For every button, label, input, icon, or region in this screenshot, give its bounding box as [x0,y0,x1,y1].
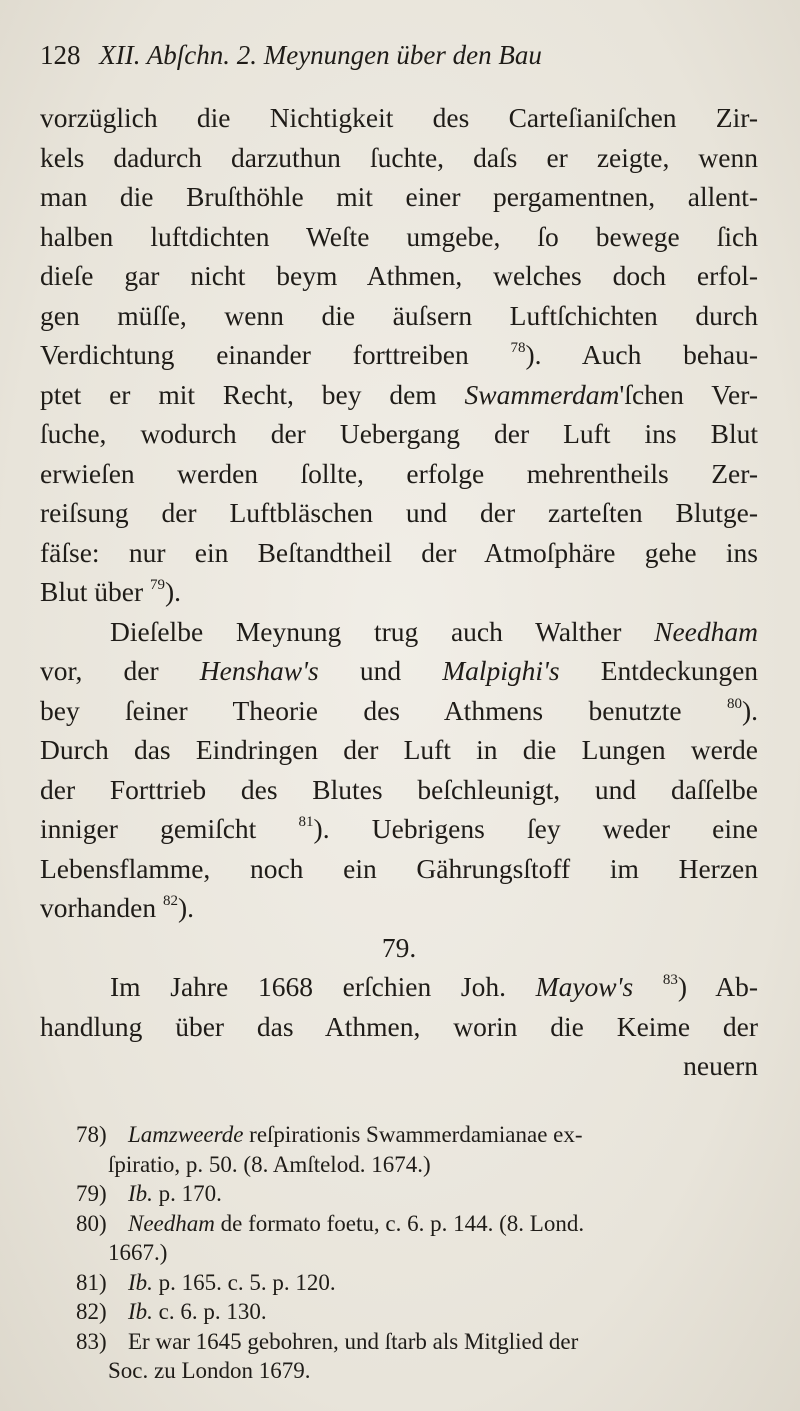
footnote-author: Lamzweerde [128,1122,244,1147]
footnote-ref: 83 [662,972,678,988]
footnote-ref: 82 [162,893,178,909]
text-line: Lebensflamme, noch ein Gährungsſtoff im Herzen [40,852,758,884]
text-line: kels dadurch darzuthun ſuchte, daſs er zeigte, wenn [40,141,758,173]
footnote-ref: 78 [510,340,526,356]
text-line: vor, der Henshaw's und Malpighi's Entdeckungen [40,655,759,686]
footnote: 83) Er war 1645 gebohren, und ſtarb als Mitglied der Soc. zu London 1679. [76,1328,579,1383]
main-text [40,98,758,1086]
footnote-author: Ib. [128,1299,153,1324]
footnotes [76,1120,766,1386]
text-line: Blut über $^{79}$). [40,576,182,607]
text-line: ptet er mit Recht, bey dem Swammerdam'ſchen Ver- [40,378,758,410]
footnote-ref: 80 [726,695,742,712]
text-line: der Forttrieb des Blutes beſchleunigt, und daſſelbe [40,773,758,805]
catchword: neuern [683,1050,758,1081]
running-title: XII. Abſchn. 2. Meynungen über den Bau [99,40,542,70]
person-name: Swammerdam [464,378,620,410]
running-header [40,40,760,71]
text-line: vorhanden $^{82}$). [40,892,194,923]
text-line: bey ſeiner Theorie des Athmens benutzte $^{80}$). [40,694,758,726]
text-line: handlung über das Athmen, worin die Keime der [40,1010,758,1042]
footnote-number: 83) [76,1328,107,1354]
text-line: Im Jahre 1668 erſchien Joh. Mayow's $^{83}$) Ab- [110,971,759,1002]
text-line: dieſe gar nicht beym Athmen, welches doch erfol- [40,260,758,291]
footnote-number: 80) [76,1210,107,1236]
text-line: inniger gemiſcht $^{81}$). Uebrigens ſey weder eine [40,813,758,844]
footnote-number: 82) [76,1299,107,1324]
footnote-ref: 81 [298,814,314,830]
text-line: ſuche, wodurch der Uebergang der Luft ins Blut [40,418,758,449]
footnote: 82) Ib. c. 6. p. 130. [76,1297,766,1327]
footnote: 79) Ib. p. 170. [76,1179,766,1209]
footnote-number: 79) [76,1181,107,1206]
text-line: Dieſelbe Meynung trug auch Walther Needham [110,615,758,647]
text-line: man die Bruſthöhle mit einer pergamentnen, allent- [40,181,758,212]
section-number: 79. [381,931,417,963]
person-name: Malpighi's [442,655,560,686]
person-name: Mayow's [535,971,634,1002]
person-name: Needham [654,615,758,647]
page-number: 128 [40,40,81,70]
footnote: 80) Needham de formato foetu, c. 6. p. 144. (8. Lond. 1667.) [76,1210,585,1265]
footnote-author: Ib. [128,1269,153,1295]
footnote-number: 78) [76,1122,107,1147]
text-line: erwieſen werden ſollte, erfolge mehrentheils Zer- [40,457,758,489]
footnote: 81) Ib. p. 165. c. 5. p. 120. [76,1268,766,1298]
text-line: halben luftdichten Weſte umgebe, ſo bewege ſich [40,220,758,252]
footnote: 78) Lamzweerde reſpirationis Swammerdamianae ex- ſpiratio, p. 50. (8. Amſtelod. 1674.) [76,1122,583,1177]
text-line: vorzüglich die Nichtigkeit des Carteſianiſchen Zir- [40,102,758,133]
footnote-ref: 79 [150,577,165,593]
text-line: Verdichtung einander forttreiben $^{78}$). Auch behau- [40,339,758,370]
footnote-author: Ib. [128,1181,153,1206]
text-line: reiſsung der Luftbläschen und der zarteſten Blutge- [40,497,758,528]
text-line: Durch das Eindringen der Luft in die Lungen werde [40,734,758,765]
text-line: fäſse: nur ein Beſtandtheil der Atmoſphäre gehe ins [40,536,758,568]
footnote-number: 81) [76,1269,107,1295]
person-name: Henshaw's [199,655,319,686]
footnote-author: Needham [128,1210,215,1236]
text-line: gen müſſe, wenn die äuſsern Luftſchichten durch [40,299,758,331]
